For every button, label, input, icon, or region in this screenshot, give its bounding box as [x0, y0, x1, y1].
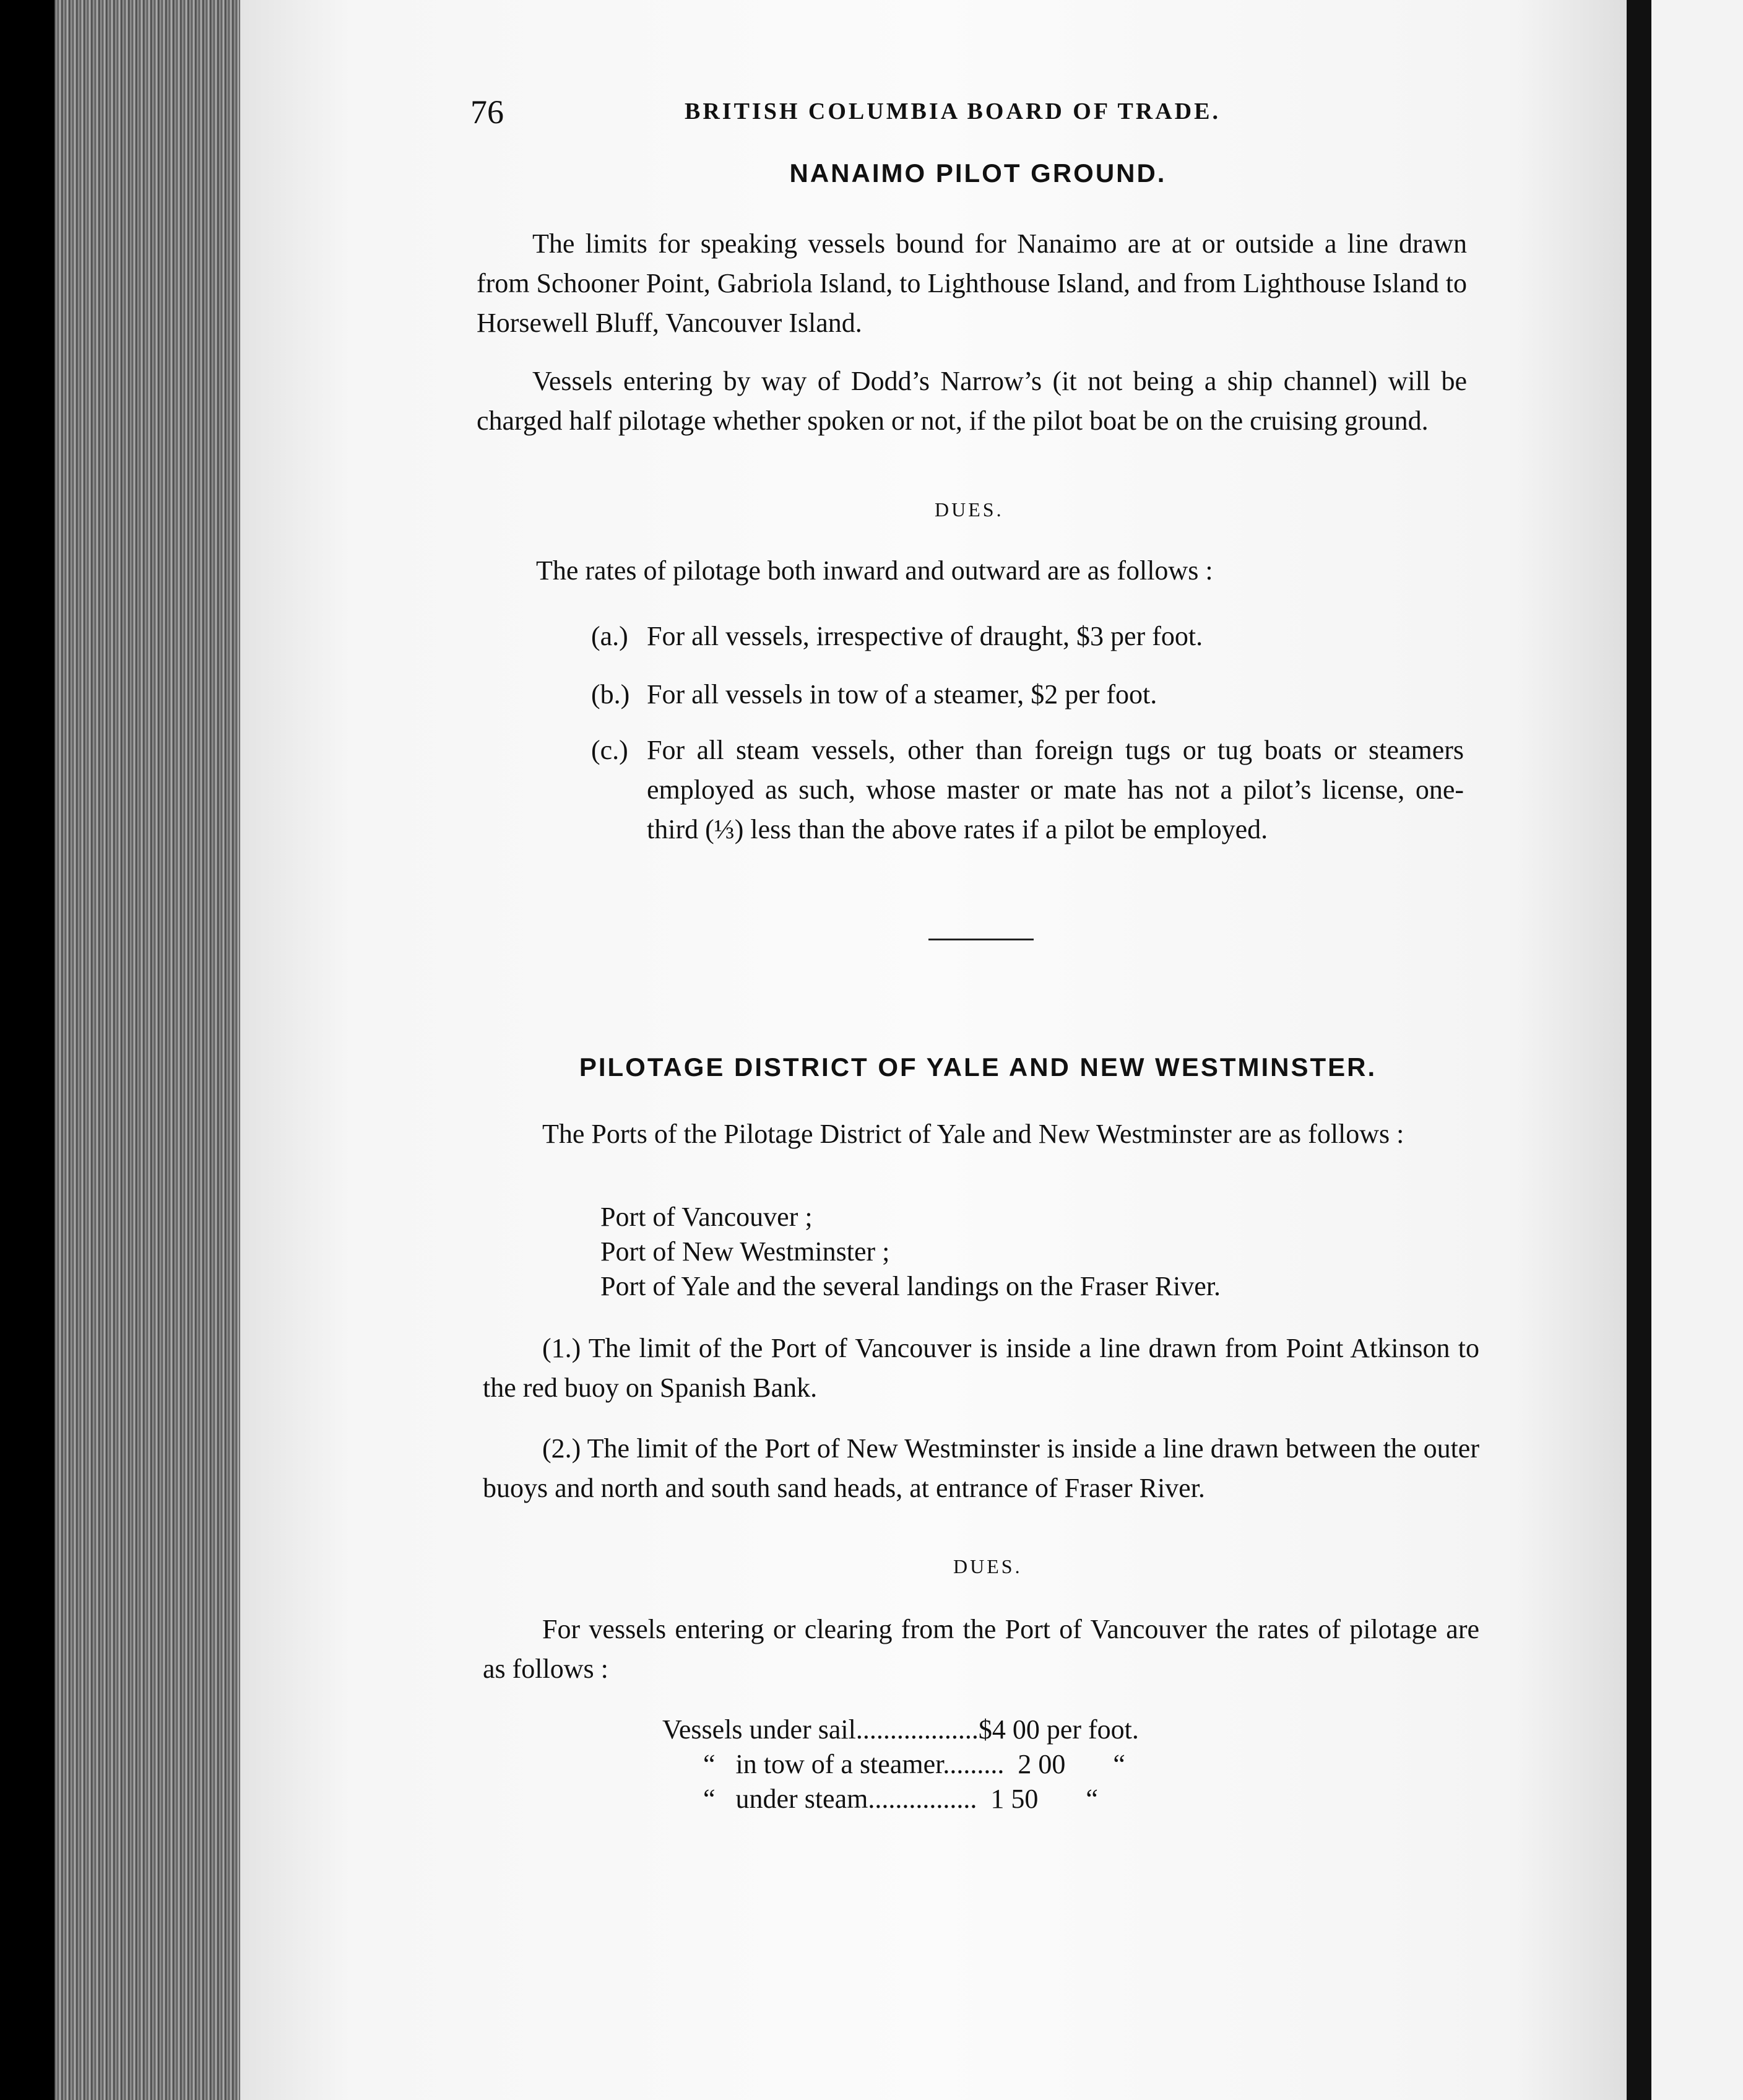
book-page-edges	[54, 0, 240, 2100]
rate-leader-dots: .........	[943, 1749, 1005, 1779]
rate-ditto-mark: “	[703, 1749, 716, 1779]
paragraph-dodds-narrow: Vessels entering by way of Dodd’s Narrow’s (it not being a ship channel) will be charged half pilotage whether spoken or not, if the pilot boat be on the cruising ground.	[477, 366, 1467, 436]
page-number: 76	[470, 93, 504, 131]
gutter	[1627, 0, 1651, 2100]
paragraph-limit-new-westminster: (2.) The limit of the Port of New Westminster is inside a line drawn between the outer buoys and north and south sand heads, at entrance of Fraser River.	[483, 1433, 1479, 1503]
rate-item	[591, 617, 1464, 656]
rate-description: in tow of a steamer	[735, 1749, 943, 1779]
port-list-item: Port of New Westminster ;	[600, 1236, 890, 1267]
port-list-item: Port of Vancouver ;	[600, 1202, 813, 1232]
rates-intro-nanaimo: The rates of pilotage both inward and outward are as follows :	[536, 555, 1213, 586]
paragraph-vancouver-rates: For vessels entering or clearing from the Port of Vancouver the rates of pilotage are as follows :	[483, 1614, 1479, 1684]
facing-page-edge	[1651, 0, 1743, 2100]
running-head: BRITISH COLUMBIA BOARD OF TRADE.	[685, 98, 1221, 124]
rate-description: under steam	[735, 1784, 868, 1814]
rate-item-text: For all steam vessels, other than foreign tugs or tug boats or steamers employed as such, whose master or mate has not a pilot’s license, one-third (⅓) less than the above rates if a pilot be employed.	[647, 735, 1464, 844]
rate-amount: 2 00	[1018, 1749, 1066, 1779]
rate-unit: per foot.	[1046, 1714, 1139, 1745]
rate-unit: “	[1086, 1784, 1098, 1814]
dues-label-nanaimo: DUES.	[935, 498, 1004, 521]
rate-leader-dots: ..................	[855, 1714, 979, 1745]
rate-item-text: For all vessels in tow of a steamer, $2 per foot.	[647, 679, 1157, 709]
rate-item-label: (c.)	[591, 735, 628, 765]
section-divider	[928, 939, 1034, 940]
paragraph-ports-intro: The Ports of the Pilotage District of Yale and New Westminster are as follows :	[542, 1119, 1404, 1149]
rate-row	[662, 1710, 1139, 1750]
rate-ditto-mark: “	[703, 1784, 716, 1814]
rate-description: Vessels under sail	[662, 1714, 856, 1745]
rate-amount: $4 00	[978, 1714, 1040, 1745]
rate-item	[591, 675, 1464, 714]
port-list-item: Port of Yale and the several landings on the Fraser River.	[600, 1271, 1221, 1301]
rate-amount: 1 50	[990, 1784, 1039, 1814]
rate-leader-dots: ................	[868, 1784, 977, 1814]
rate-row	[703, 1745, 1125, 1784]
dues-label-yale: DUES.	[953, 1555, 1023, 1577]
rate-item-text: For all vessels, irrespective of draught, $3 per foot.	[647, 621, 1203, 651]
section-heading-yale: PILOTAGE DISTRICT OF YALE AND NEW WESTMINSTER.	[579, 1052, 1377, 1082]
rate-item-label: (a.)	[591, 621, 628, 651]
rate-item	[591, 731, 1464, 849]
rate-item-label: (b.)	[591, 679, 630, 709]
rate-row	[703, 1779, 1098, 1819]
section-heading-nanaimo: NANAIMO PILOT GROUND.	[789, 158, 1167, 188]
paragraph-limit-vancouver: (1.) The limit of the Port of Vancouver is inside a line drawn from Point Atkinson to the red buoy on Spanish Bank.	[483, 1333, 1479, 1403]
paragraph-limits: The limits for speaking vessels bound for Nanaimo are at or outside a line drawn from Schooner Point, Gabriola Island, to Lighthouse Island, and from Lighthouse Island to Horsewell Bluff, Vancouver Island.	[477, 228, 1467, 338]
rate-unit: “	[1113, 1749, 1125, 1779]
